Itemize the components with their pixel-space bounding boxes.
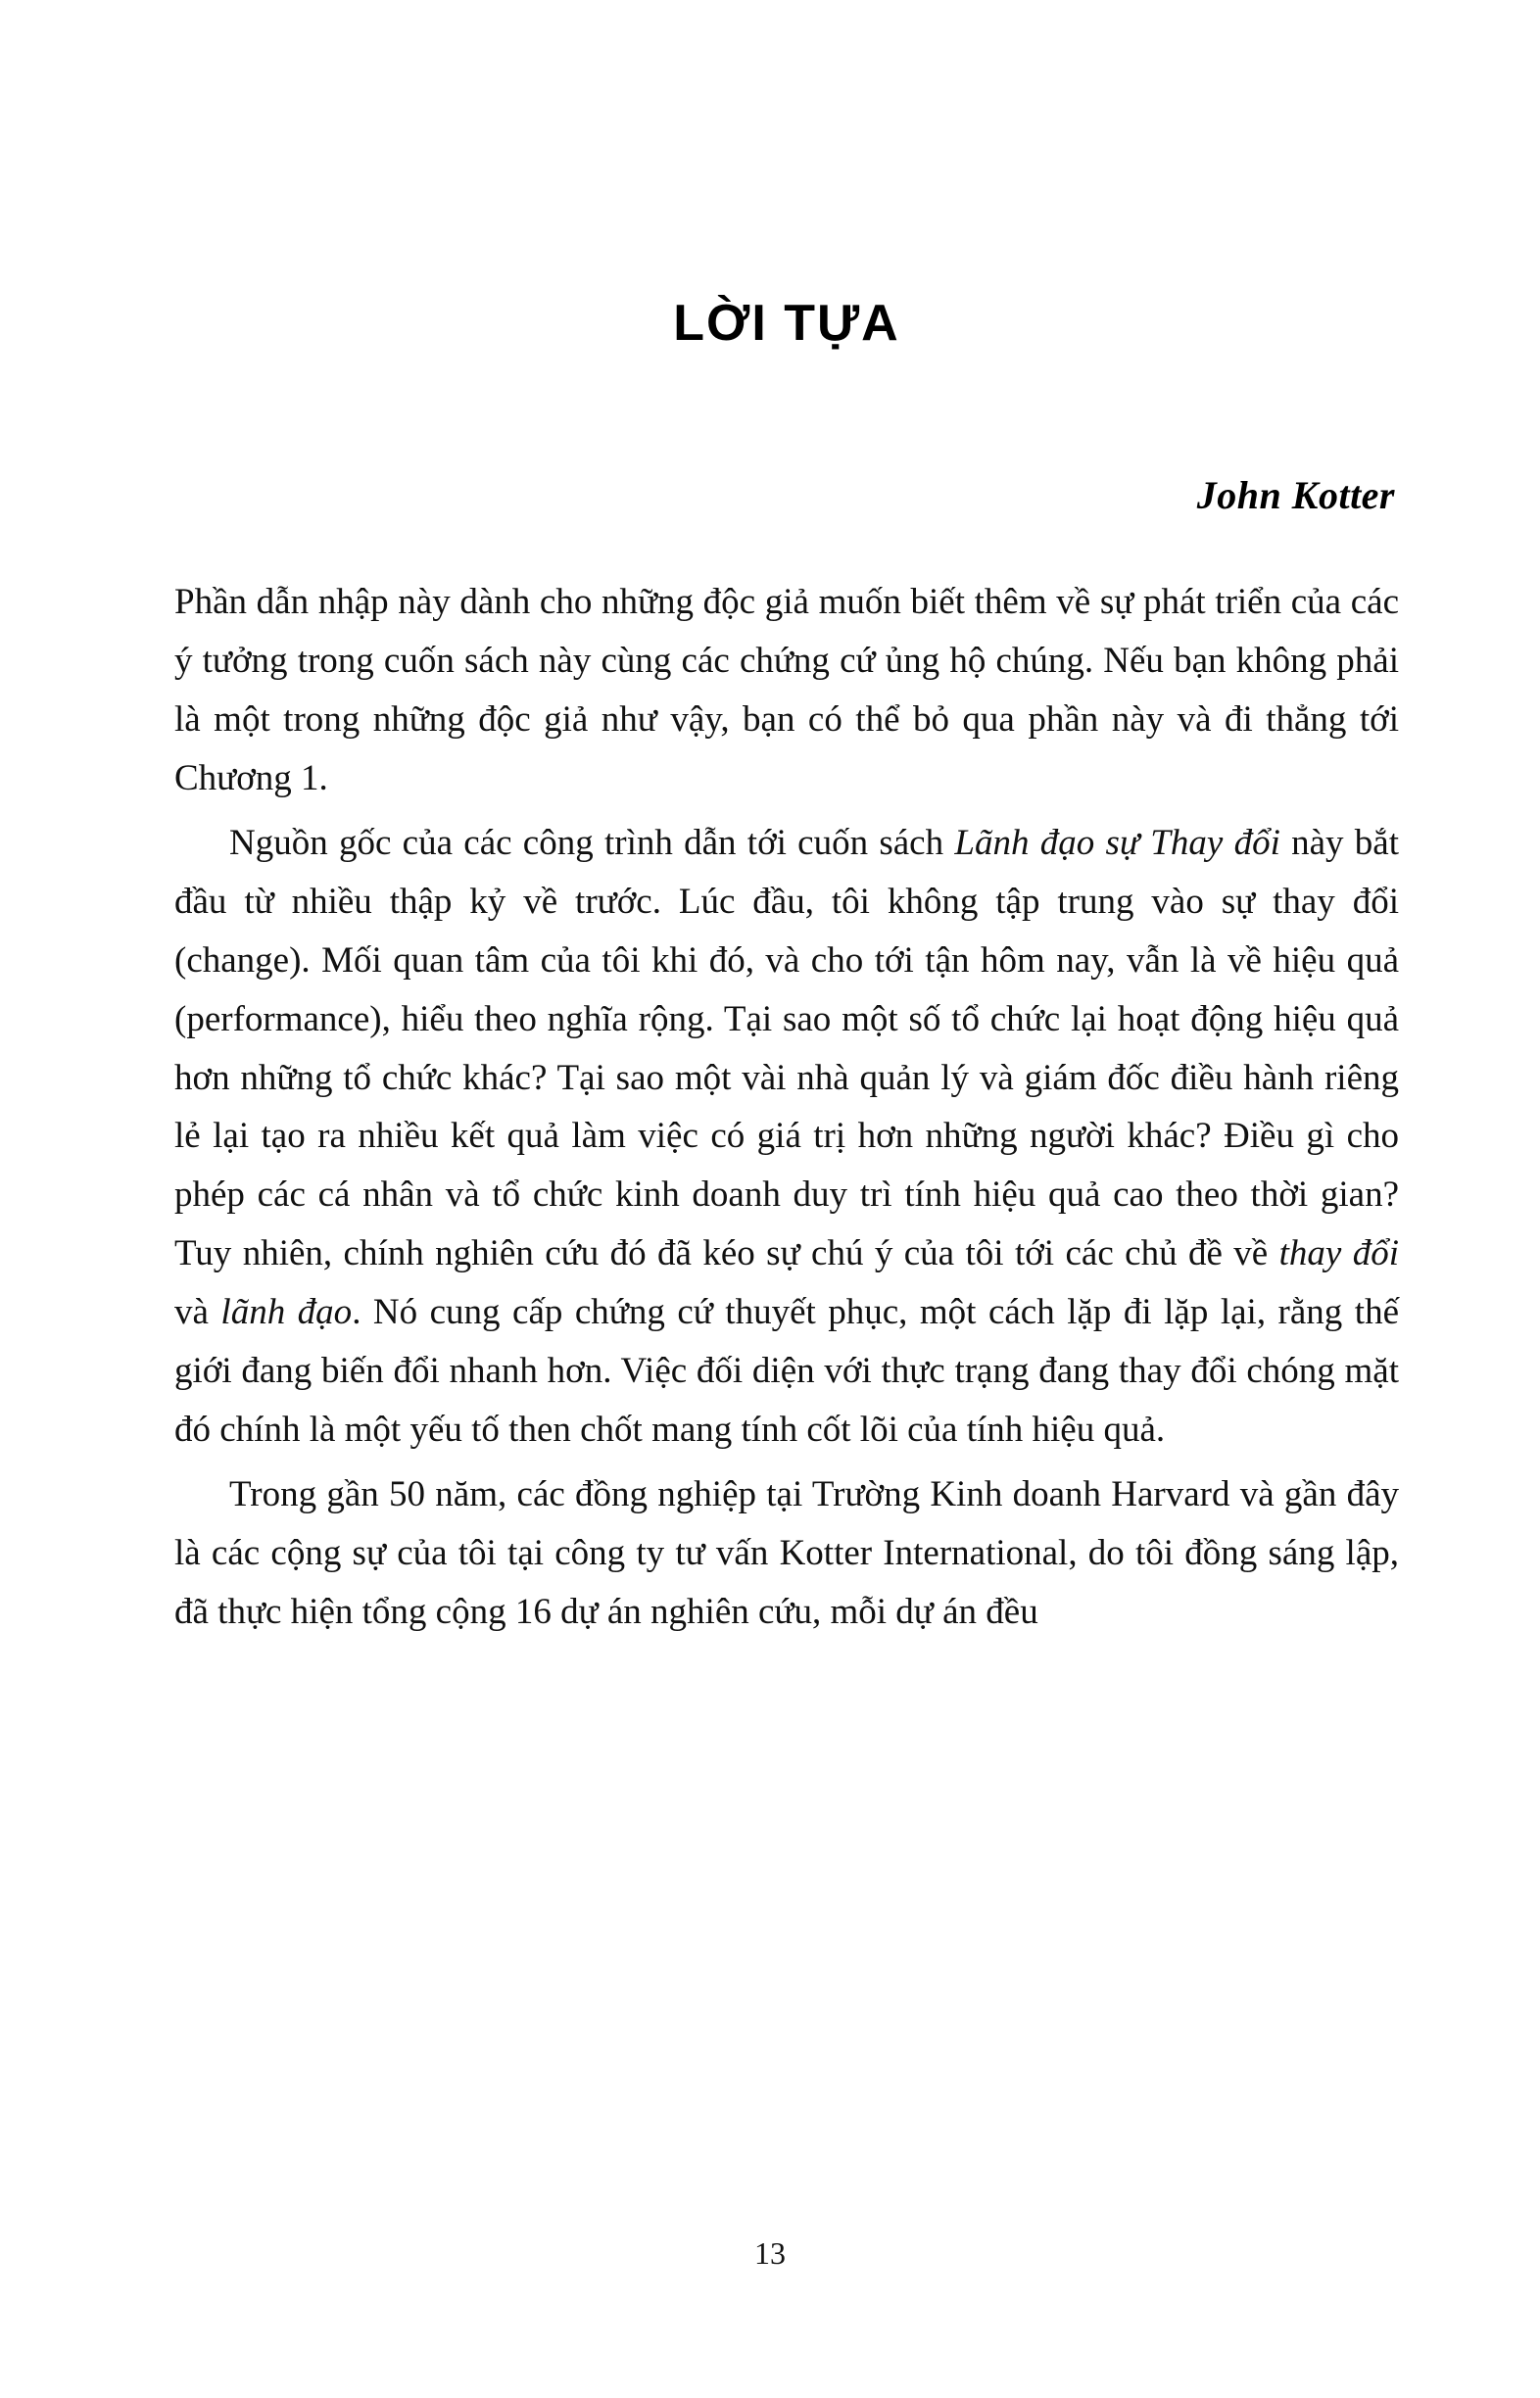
text-run: . Nó cung cấp chứng cứ thuyết phục, một cách lặp đi lặp lại, rằng thế giới đang biến đổi nhanh hơn. Việc đối diện với thực trạng đang thay đổi chóng mặt đó chính là một yếu tố then chốt mang tính cốt lõi của tính hiệu quả. bbox=[174, 1292, 1399, 1451]
page-number: 13 bbox=[754, 2235, 786, 2271]
text-run: lãnh đạo bbox=[220, 1292, 353, 1333]
text-run: Trong gần 50 năm, các đồng nghiệp tại Trường Kinh doanh Harvard và gần đây là các cộng sự của tôi tại công ty tư vấn Kotter International, do tôi đồng sáng lập, đã thực hiện tổng cộng 16 dự án nghiên cứu, mỗi dự án đều bbox=[174, 1474, 1399, 1632]
text-run: Lãnh đạo sự Thay đổi bbox=[954, 822, 1280, 863]
text-run: và bbox=[174, 1292, 221, 1333]
text-run: này bắt đầu từ nhiều thập kỷ về trước. Lúc đầu, tôi không tập trung vào sự thay đổi (change). Mối quan tâm của tôi khi đó, và cho tới tận hôm nay, vẫn là về hiệu quả (performance), hiểu theo nghĩa rộng. Tại sao một số tổ chức lại hoạt động hiệu quả hơn những tổ chức khác? Tại sao một vài nhà quản lý và giám đốc điều hành riêng lẻ lại tạo ra nhiều kết quả làm việc có giá trị hơn những người khác? Điều gì cho phép các cá nhân và tổ chức kinh doanh duy trì tính hiệu quả cao theo thời gian? Tuy nhiên, chính nghiên cứu đó đã kéo sự chú ý của tôi tới các chủ đề về bbox=[174, 822, 1400, 1274]
author-byline: John Kotter bbox=[1196, 473, 1395, 517]
text-run: Phần dẫn nhập này dành cho những độc giả muốn biết thêm về sự phát triển của các ý tưởng trong cuốn sách này cùng các chứng cứ ủng hộ chúng. Nếu bạn không phải là một trong những độc giả như vậy, bạn có thể bỏ qua phần này và đi thẳng tới Chương 1. bbox=[174, 582, 1399, 798]
paragraph-2 bbox=[174, 808, 1399, 1460]
text-run: Nguồn gốc của các công trình dẫn tới cuốn sách bbox=[229, 822, 955, 863]
text-run: thay đổi bbox=[1278, 1233, 1400, 1274]
page-title: LỜI TỰA bbox=[673, 295, 900, 352]
paragraph-1 bbox=[174, 518, 1399, 808]
page-content bbox=[174, 0, 1399, 1642]
paragraph-3 bbox=[174, 1460, 1399, 1642]
